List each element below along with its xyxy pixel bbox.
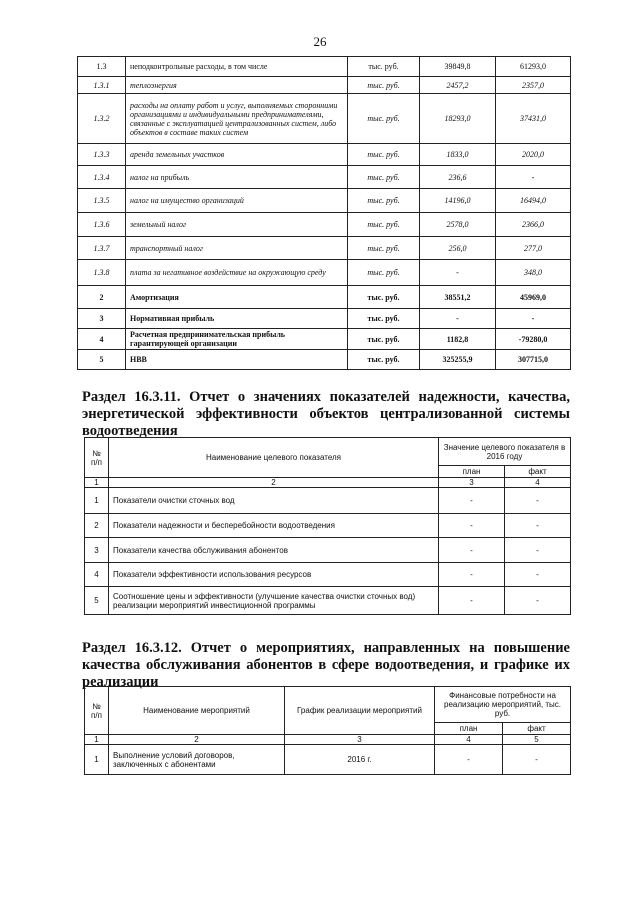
row-number: 3 [85,538,109,563]
page-number: 26 [313,34,327,49]
row-value-fact: 2020,0 [496,144,571,166]
table-row [78,57,571,77]
indicator-plan: - [439,488,505,514]
row-number: 1.3.4 [78,166,126,189]
row-value-plan: 18293,0 [420,94,496,144]
table-row [78,77,571,94]
row-value-plan: 1833,0 [420,144,496,166]
table-row [78,350,571,370]
row-number: 1.3.2 [78,94,126,144]
col-header-num: № п/п [85,687,109,735]
row-unit: тыс. руб. [348,77,420,94]
row-number: 3 [78,309,126,329]
col-index: 1 [85,735,109,745]
row-number: 2 [78,286,126,309]
row-value-fact: 2357,0 [496,77,571,94]
row-unit: тыс. руб. [348,260,420,286]
row-value-fact: 307715,0 [496,350,571,370]
row-name: аренда земельных участков [126,144,348,166]
col-index: 5 [503,735,571,745]
table-row [78,94,571,144]
row-value-plan: 256,0 [420,237,496,260]
col-index: 2 [109,478,439,488]
row-number: 2 [85,514,109,538]
indicator-fact: - [505,514,571,538]
table-row [78,329,571,350]
row-unit: тыс. руб. [348,189,420,213]
row-unit: тыс. руб. [348,144,420,166]
row-number: 1.3.6 [78,213,126,237]
col-header-plan: план [439,466,505,478]
row-name: плата за негативное воздействие на окружающую среду [126,260,348,286]
col-header-fact: факт [503,723,571,735]
row-number: 1.3.1 [78,77,126,94]
measure-schedule: 2016 г. [285,745,435,775]
row-name: земельный налог [126,213,348,237]
row-name: Амортизация [126,286,348,309]
measure-name: Выполнение условий договоров, заключенных с абонентами [109,745,285,775]
row-value-fact: 16494,0 [496,189,571,213]
table-row [78,309,571,329]
indicator-fact: - [505,538,571,563]
row-number: 1.3.8 [78,260,126,286]
indicator-name: Показатели надежности и бесперебойности водоотведения [109,514,439,538]
row-unit: тыс. руб. [348,94,420,144]
row-number: 1.3.3 [78,144,126,166]
col-index: 3 [285,735,435,745]
row-unit: тыс. руб. [348,213,420,237]
row-name: НВВ [126,350,348,370]
col-index: 4 [505,478,571,488]
row-value-plan: - [420,309,496,329]
col-index: 3 [439,478,505,488]
row-unit: тыс. руб. [348,350,420,370]
row-name: неподконтрольные расходы, в том числе [126,57,348,77]
measure-fact: - [503,745,571,775]
table-row [78,213,571,237]
indicator-fact: - [505,488,571,514]
row-number: 4 [78,329,126,350]
table-row [85,745,571,775]
table-row [78,166,571,189]
row-number: 1 [85,488,109,514]
row-number: 5 [78,350,126,370]
table-row [85,538,571,563]
table-row [85,563,571,587]
row-value-fact: 45969,0 [496,286,571,309]
row-value-fact: 277,0 [496,237,571,260]
indicator-plan: - [439,514,505,538]
row-value-plan: 38551,2 [420,286,496,309]
row-value-fact: - [496,166,571,189]
col-header-plan: план [435,723,503,735]
indicators-table [84,437,571,615]
col-index: 2 [109,735,285,745]
row-value-fact: - [496,309,571,329]
table-row [78,144,571,166]
col-header-num: № п/п [85,438,109,478]
indicator-name: Соотношение цены и эффективности (улучшение качества очистки сточных вод) реализации мероприятий инвестиционной программы [109,587,439,615]
measure-plan: - [435,745,503,775]
row-name: налог на имущество организаций [126,189,348,213]
row-value-plan: 2457,2 [420,77,496,94]
col-header-measure-name: Наименование мероприятий [109,687,285,735]
table-row [85,514,571,538]
indicator-plan: - [439,538,505,563]
row-name: расходы на оплату работ и услуг, выполняемых сторонними организациями и индивидуальными предпринимателями, связанные с эксплуатацией централизованных систем, либо объектов в составе таких систем [126,94,348,144]
col-header-fact: факт [505,466,571,478]
indicator-plan: - [439,563,505,587]
indicator-name: Показатели очистки сточных вод [109,488,439,514]
row-value-plan: 325255,9 [420,350,496,370]
row-number: 1.3.7 [78,237,126,260]
table-row [78,260,571,286]
row-name: Нормативная прибыль [126,309,348,329]
col-index: 4 [435,735,503,745]
row-unit: тыс. руб. [348,237,420,260]
row-value-fact: 37431,0 [496,94,571,144]
indicator-fact: - [505,563,571,587]
row-value-fact: -79280,0 [496,329,571,350]
table-row [78,286,571,309]
measures-table [84,686,571,775]
col-index: 1 [85,478,109,488]
row-value-plan: - [420,260,496,286]
row-value-plan: 236,6 [420,166,496,189]
row-name: транспортный налог [126,237,348,260]
row-value-plan: 39849,8 [420,57,496,77]
row-number: 1 [85,745,109,775]
row-name: налог на прибыль [126,166,348,189]
row-value-fact: 2366,0 [496,213,571,237]
row-number: 1.3 [78,57,126,77]
row-name: Расчетная предпринимательская прибыль гарантирующей организации [126,329,348,350]
row-number: 5 [85,587,109,615]
table-row [85,587,571,615]
row-value-fact: 348,0 [496,260,571,286]
cost-table [77,56,571,370]
row-unit: тыс. руб. [348,329,420,350]
indicator-name: Показатели качества обслуживания абонентов [109,538,439,563]
indicator-name: Показатели эффективности использования ресурсов [109,563,439,587]
row-unit: тыс. руб. [348,166,420,189]
table-row [78,237,571,260]
row-unit: тыс. руб. [348,57,420,77]
indicator-plan: - [439,587,505,615]
row-value-plan: 14196,0 [420,189,496,213]
row-name: теплоэнергия [126,77,348,94]
row-number: 1.3.5 [78,189,126,213]
row-value-plan: 2578,0 [420,213,496,237]
indicator-fact: - [505,587,571,615]
row-unit: тыс. руб. [348,309,420,329]
section-heading-indicators: Раздел 16.3.11. Отчет о значениях показателей надежности, качества, энергетической эффективности объектов централизованной системы водоотведения [82,389,570,439]
row-unit: тыс. руб. [348,286,420,309]
table-row [85,488,571,514]
col-header-schedule: График реализации мероприятий [285,687,435,735]
col-header-indicator-name: Наименование целевого показателя [109,438,439,478]
col-header-indicator-value: Значение целевого показателя в 2016 году [439,438,571,466]
row-value-plan: 1182,8 [420,329,496,350]
col-header-finance: Финансовые потребности на реализацию мероприятий, тыс. руб. [435,687,571,723]
table-row [78,189,571,213]
row-number: 4 [85,563,109,587]
section-heading-measures: Раздел 16.3.12. Отчет о мероприятиях, направленных на повышение качества обслуживания абонентов в сфере водоотведения, и графике их реализации [82,640,570,690]
row-value-fact: 61293,0 [496,57,571,77]
